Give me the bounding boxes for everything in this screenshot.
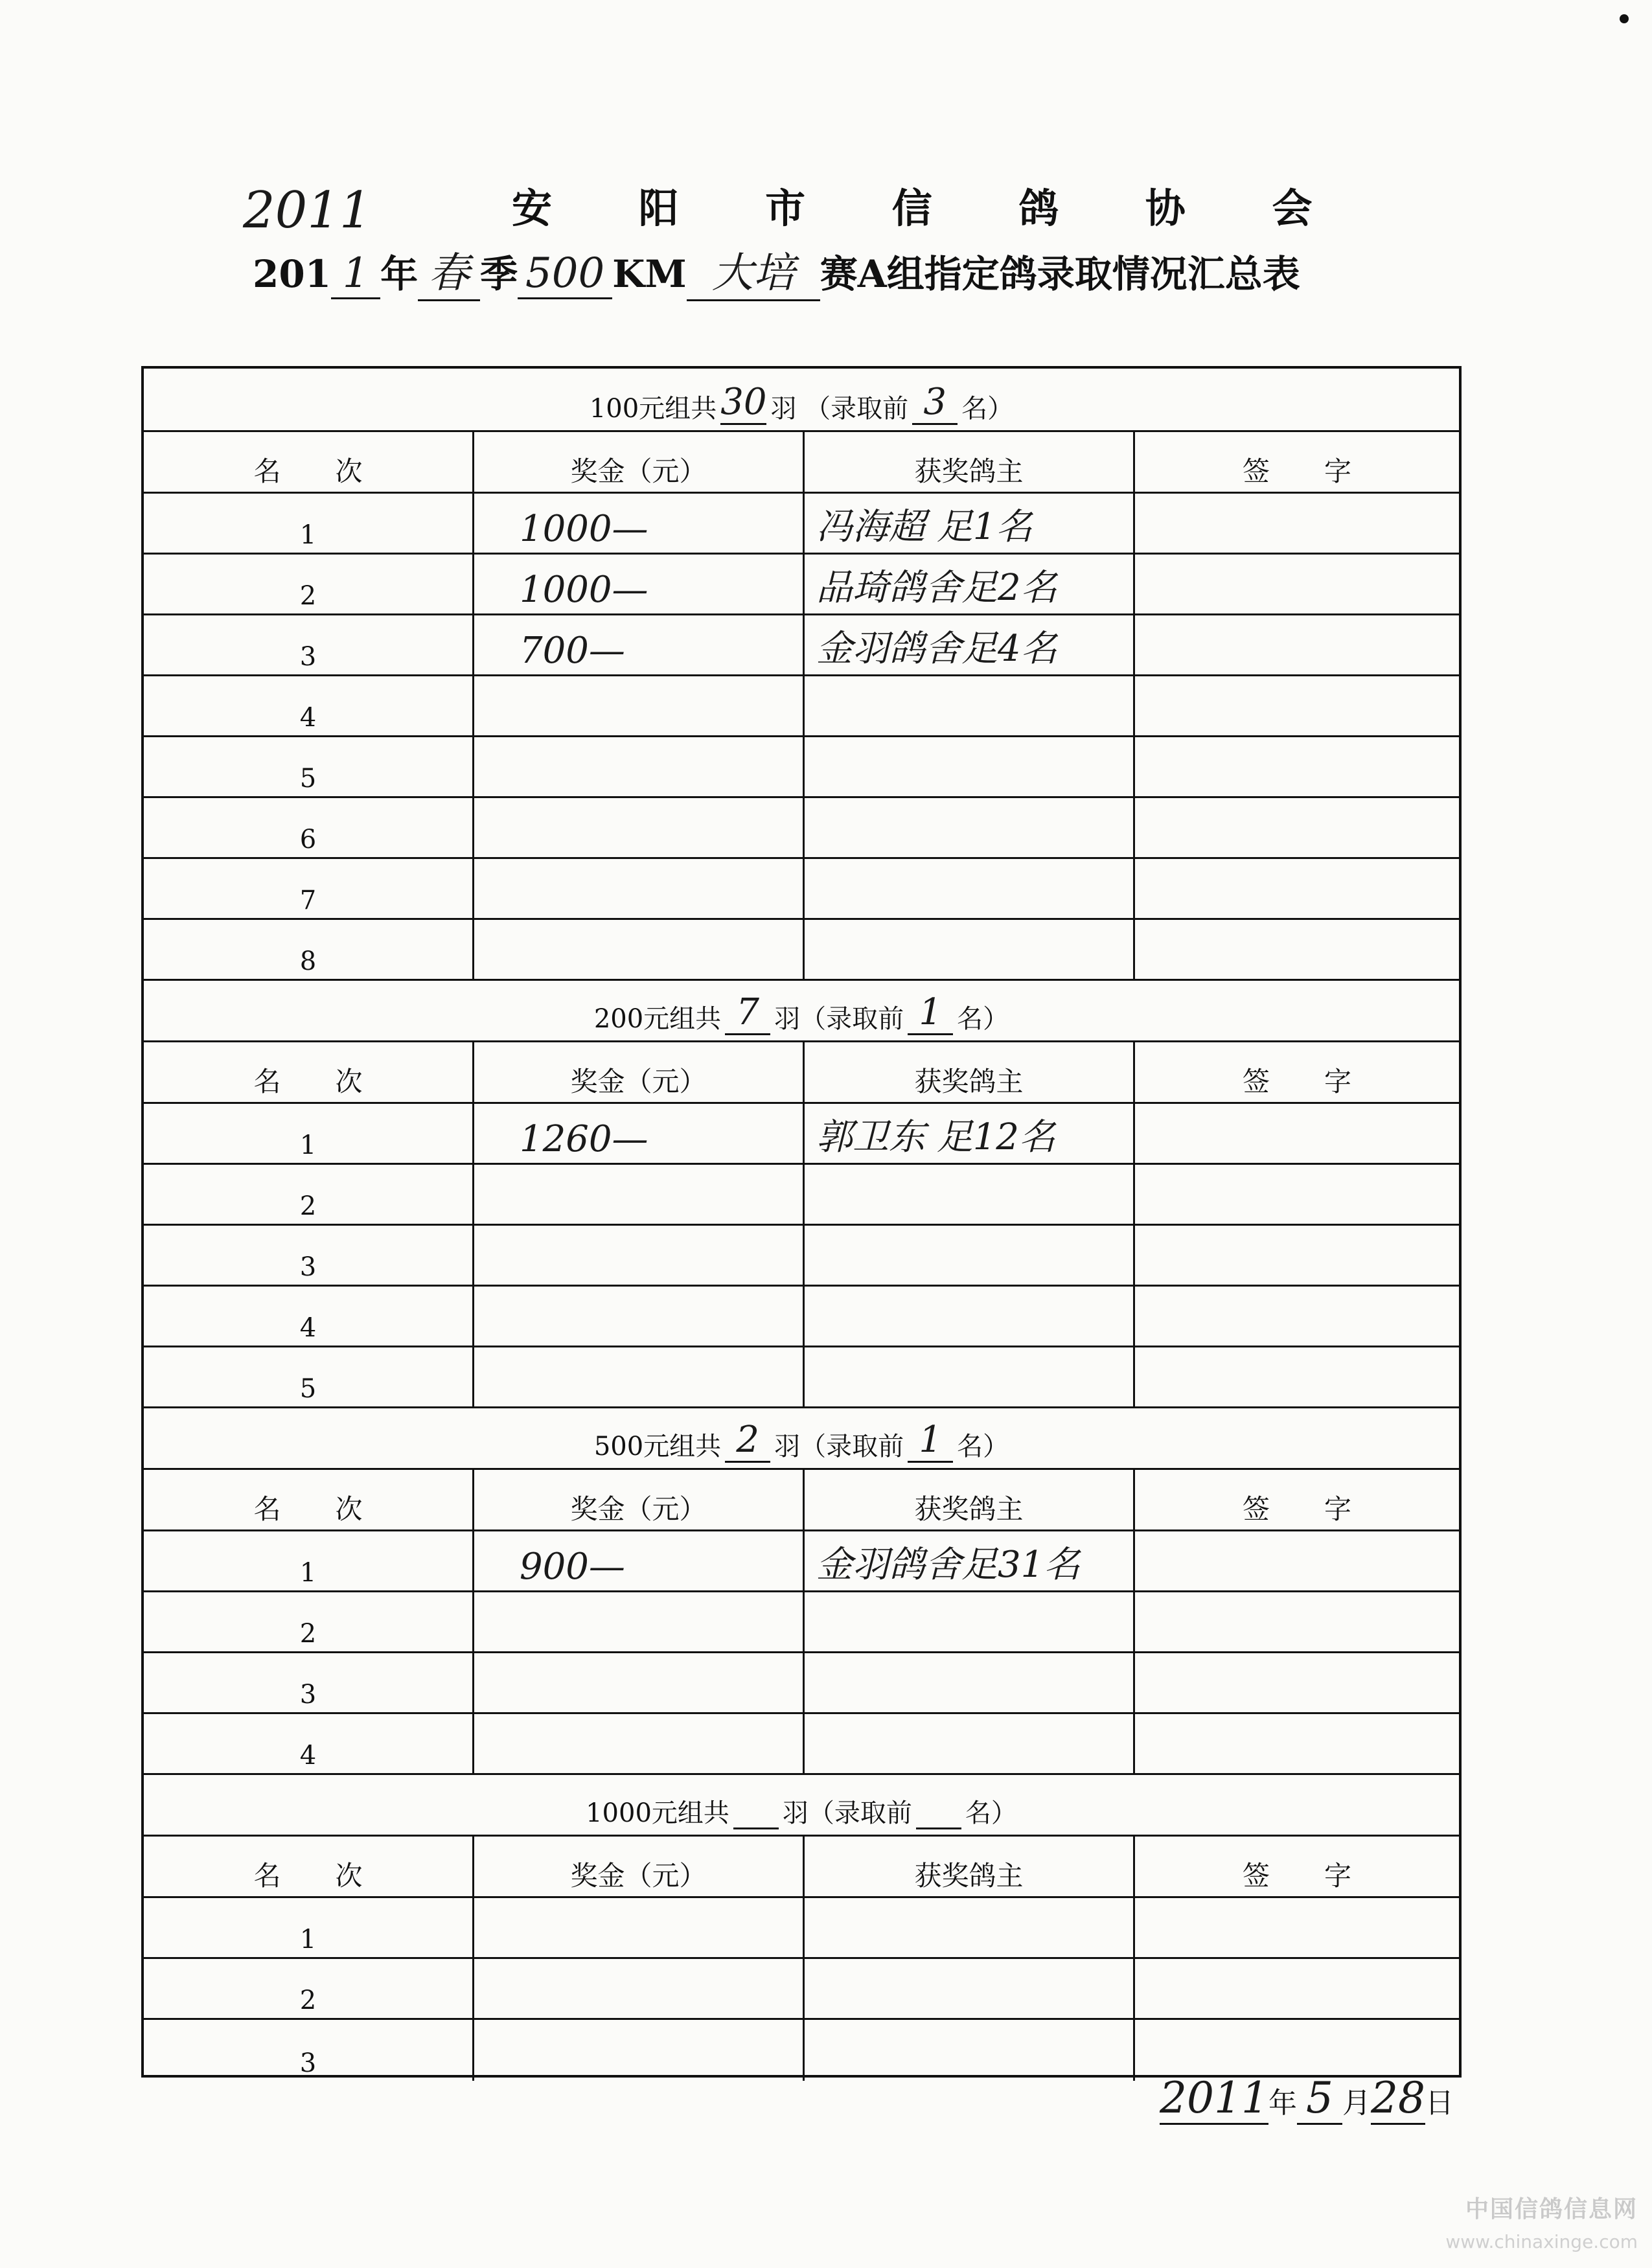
rank-cell: 4 xyxy=(144,1287,474,1346)
owner-cell[interactable]: 品琦鸽舍足2名 xyxy=(805,555,1135,613)
col-prize-header: 奖金（元） xyxy=(474,1470,805,1529)
rank-cell: 7 xyxy=(144,859,474,918)
prize-cell[interactable] xyxy=(474,1347,805,1406)
rank-cell: 6 xyxy=(144,798,474,857)
count-prefix: 共 xyxy=(695,1432,722,1461)
count-suffix: 羽（录取前 xyxy=(774,1432,904,1461)
signature-cell[interactable] xyxy=(1135,1898,1459,1957)
signature-cell[interactable] xyxy=(1135,1959,1459,2018)
table-row xyxy=(144,2020,1459,2081)
date-month-unit: 月 xyxy=(1342,2087,1371,2120)
prize-cell[interactable] xyxy=(474,2020,805,2081)
prize-cell[interactable] xyxy=(474,1959,805,2018)
section-header xyxy=(144,1408,1459,1470)
table-row xyxy=(144,1287,1459,1347)
prize-cell[interactable] xyxy=(474,1165,805,1224)
owner-cell[interactable] xyxy=(805,1959,1135,2018)
col-signature-header: 签 字 xyxy=(1242,455,1351,487)
table-row xyxy=(144,615,1459,676)
signature-cell[interactable] xyxy=(1135,1347,1459,1406)
col-owner-header: 获奖鸽主 xyxy=(805,1470,1135,1529)
col-prize-header: 奖金（元） xyxy=(474,1837,805,1896)
admitted-suffix: 名） xyxy=(957,1432,1009,1461)
page-title: 安 阳 市 信 鸽 协 会 xyxy=(512,185,1349,232)
count-prefix: 共 xyxy=(695,1004,722,1034)
prize-cell[interactable] xyxy=(474,1226,805,1285)
results-table xyxy=(141,366,1462,2078)
signature-cell[interactable] xyxy=(1135,1287,1459,1346)
date-year: 2011 xyxy=(1160,2073,1268,2125)
rank-cell: 1 xyxy=(144,1531,474,1590)
signature-cell[interactable] xyxy=(1135,1165,1459,1224)
col-prize-header: 奖金（元） xyxy=(474,1042,805,1102)
owner-cell[interactable] xyxy=(805,1714,1135,1773)
rank-cell: 2 xyxy=(144,1959,474,2018)
date-year-unit: 年 xyxy=(1268,2087,1297,2120)
col-rank-header: 名 次 xyxy=(144,1837,474,1896)
table-row xyxy=(144,1959,1459,2020)
signature-cell[interactable] xyxy=(1135,555,1459,613)
count-suffix: 羽（录取前 xyxy=(774,1004,904,1034)
table-row xyxy=(144,1714,1459,1775)
admitted-count: 1 xyxy=(908,991,953,1035)
owner-cell[interactable]: 冯海超 足1名 xyxy=(805,494,1135,553)
date-day-unit: 日 xyxy=(1425,2087,1454,2120)
owner-cell[interactable] xyxy=(805,1653,1135,1712)
admitted-suffix: 名） xyxy=(961,394,1014,424)
table-row xyxy=(144,1226,1459,1287)
table-row xyxy=(144,737,1459,798)
bird-count: 30 xyxy=(720,381,766,425)
prize-cell[interactable]: 1000— xyxy=(474,555,805,613)
signature-cell[interactable] xyxy=(1135,920,1459,979)
signature-cell[interactable] xyxy=(1135,1104,1459,1163)
rank-cell: 1 xyxy=(144,1104,474,1163)
prize-cell[interactable] xyxy=(474,798,805,857)
prize-cell[interactable] xyxy=(474,1898,805,1957)
admitted-count: 3 xyxy=(912,381,958,425)
section-header xyxy=(144,1775,1459,1837)
group-label: 200元组 xyxy=(593,1004,696,1034)
col-signature-header: 签 字 xyxy=(1242,1860,1351,1892)
table-row xyxy=(144,494,1459,555)
group-label: 500元组 xyxy=(593,1432,696,1461)
owner-cell[interactable] xyxy=(805,1898,1135,1957)
rank-cell: 5 xyxy=(144,1347,474,1406)
rank-cell: 1 xyxy=(144,494,474,553)
column-header-row xyxy=(144,1042,1459,1104)
column-header-row xyxy=(144,1837,1459,1898)
handwritten-year: 2011 xyxy=(243,181,372,240)
admitted-suffix: 名） xyxy=(965,1798,1017,1828)
prize-cell[interactable] xyxy=(474,676,805,735)
signature-cell[interactable] xyxy=(1135,494,1459,553)
owner-cell[interactable]: 金羽鸽舍足31名 xyxy=(805,1531,1135,1590)
owner-cell[interactable]: 金羽鸽舍足4名 xyxy=(805,615,1135,674)
prize-cell[interactable] xyxy=(474,1714,805,1773)
owner-cell[interactable] xyxy=(805,798,1135,857)
season-fill: 春 xyxy=(418,240,480,301)
prize-cell[interactable]: 900— xyxy=(474,1531,805,1590)
rank-cell: 3 xyxy=(144,1226,474,1285)
bird-count: 7 xyxy=(725,991,770,1035)
year-unit: 年 xyxy=(380,252,419,296)
col-owner-header: 获奖鸽主 xyxy=(805,1837,1135,1896)
rank-cell: 5 xyxy=(144,737,474,796)
col-signature-header: 签 字 xyxy=(1242,1066,1351,1097)
corner-mark xyxy=(1620,14,1629,23)
col-owner-header: 获奖鸽主 xyxy=(805,1042,1135,1102)
column-header-row xyxy=(144,1470,1459,1531)
table-row xyxy=(144,1531,1459,1592)
prize-cell[interactable] xyxy=(474,1592,805,1651)
rank-cell: 2 xyxy=(144,555,474,613)
owner-cell[interactable] xyxy=(805,1287,1135,1346)
signature-cell[interactable] xyxy=(1135,1531,1459,1590)
form-title xyxy=(253,240,1300,301)
table-row xyxy=(144,1898,1459,1959)
rank-cell: 3 xyxy=(144,1653,474,1712)
prize-cell[interactable] xyxy=(474,737,805,796)
section-header xyxy=(144,981,1459,1042)
signature-cell[interactable] xyxy=(1135,2020,1459,2081)
table-row xyxy=(144,1104,1459,1165)
prize-cell[interactable] xyxy=(474,1653,805,1712)
signature-cell[interactable] xyxy=(1135,1592,1459,1651)
col-prize-header: 奖金（元） xyxy=(474,432,805,492)
table-row xyxy=(144,859,1459,920)
watermark-text: 中国信鸽信息网 xyxy=(1465,2196,1638,2223)
rank-cell: 4 xyxy=(144,676,474,735)
owner-cell[interactable] xyxy=(805,1592,1135,1651)
table-row xyxy=(144,676,1459,737)
signature-cell[interactable] xyxy=(1135,798,1459,857)
group-label: 100元组 xyxy=(589,394,691,424)
owner-cell[interactable] xyxy=(805,859,1135,918)
date-month: 5 xyxy=(1297,2073,1342,2125)
rank-cell: 3 xyxy=(144,615,474,674)
owner-cell[interactable] xyxy=(805,2020,1135,2081)
owner-cell[interactable] xyxy=(805,1165,1135,1224)
rank-cell: 3 xyxy=(144,2020,474,2081)
prize-cell[interactable] xyxy=(474,859,805,918)
date-day: 28 xyxy=(1371,2073,1425,2125)
prize-cell[interactable] xyxy=(474,920,805,979)
table-row xyxy=(144,798,1459,859)
owner-cell[interactable] xyxy=(805,1347,1135,1406)
rank-cell: 1 xyxy=(144,1898,474,1957)
signature-cell[interactable] xyxy=(1135,1653,1459,1712)
owner-cell[interactable] xyxy=(805,920,1135,979)
admitted-suffix: 名） xyxy=(957,1004,1009,1034)
signature-cell[interactable] xyxy=(1135,676,1459,735)
count-prefix: 共 xyxy=(703,1798,729,1828)
col-rank-header: 名 次 xyxy=(144,1470,474,1529)
race-fill: 大培 xyxy=(687,240,820,301)
table-row xyxy=(144,920,1459,981)
owner-cell[interactable] xyxy=(805,676,1135,735)
owner-cell[interactable] xyxy=(805,1226,1135,1285)
distance-unit: KM xyxy=(612,252,687,296)
col-rank-header: 名 次 xyxy=(144,432,474,492)
col-owner-header: 获奖鸽主 xyxy=(805,432,1135,492)
admitted-count xyxy=(916,1827,961,1829)
signature-cell[interactable] xyxy=(1135,737,1459,796)
bird-count xyxy=(733,1827,779,1829)
col-signature-header: 签 字 xyxy=(1242,1493,1351,1525)
table-row xyxy=(144,555,1459,615)
owner-cell[interactable]: 郭卫东 足12名 xyxy=(805,1104,1135,1163)
season-unit: 季 xyxy=(480,252,518,296)
table-row xyxy=(144,1347,1459,1408)
rank-cell: 2 xyxy=(144,1592,474,1651)
year-fill: 1 xyxy=(331,249,380,299)
rank-cell: 2 xyxy=(144,1165,474,1224)
count-suffix: 羽（录取前 xyxy=(782,1798,912,1828)
signature-cell[interactable] xyxy=(1135,1226,1459,1285)
count-prefix: 共 xyxy=(691,394,717,424)
rank-cell: 4 xyxy=(144,1714,474,1773)
table-row xyxy=(144,1165,1459,1226)
date-line xyxy=(1160,2073,1454,2125)
title-suffix: 赛A组指定鸽录取情况汇总表 xyxy=(820,252,1300,296)
col-rank-header: 名 次 xyxy=(144,1042,474,1102)
prize-cell[interactable]: 700— xyxy=(474,615,805,674)
distance-fill: 500 xyxy=(518,249,612,299)
signature-cell[interactable] xyxy=(1135,859,1459,918)
group-label: 1000元组 xyxy=(586,1798,704,1828)
column-header-row xyxy=(144,432,1459,494)
table-row xyxy=(144,1592,1459,1653)
prize-cell[interactable]: 1260— xyxy=(474,1104,805,1163)
bird-count: 2 xyxy=(725,1419,770,1463)
year-prefix: 201 xyxy=(253,252,332,296)
owner-cell[interactable] xyxy=(805,737,1135,796)
signature-cell[interactable] xyxy=(1135,615,1459,674)
count-suffix: 羽 （录取前 xyxy=(770,394,909,424)
admitted-count: 1 xyxy=(908,1419,953,1463)
prize-cell[interactable] xyxy=(474,1287,805,1346)
rank-cell: 8 xyxy=(144,920,474,979)
signature-cell[interactable] xyxy=(1135,1714,1459,1773)
table-row xyxy=(144,1653,1459,1714)
watermark-url: www.chinaxinge.com xyxy=(1445,2231,1638,2252)
prize-cell[interactable]: 1000— xyxy=(474,494,805,553)
section-header xyxy=(144,369,1459,432)
